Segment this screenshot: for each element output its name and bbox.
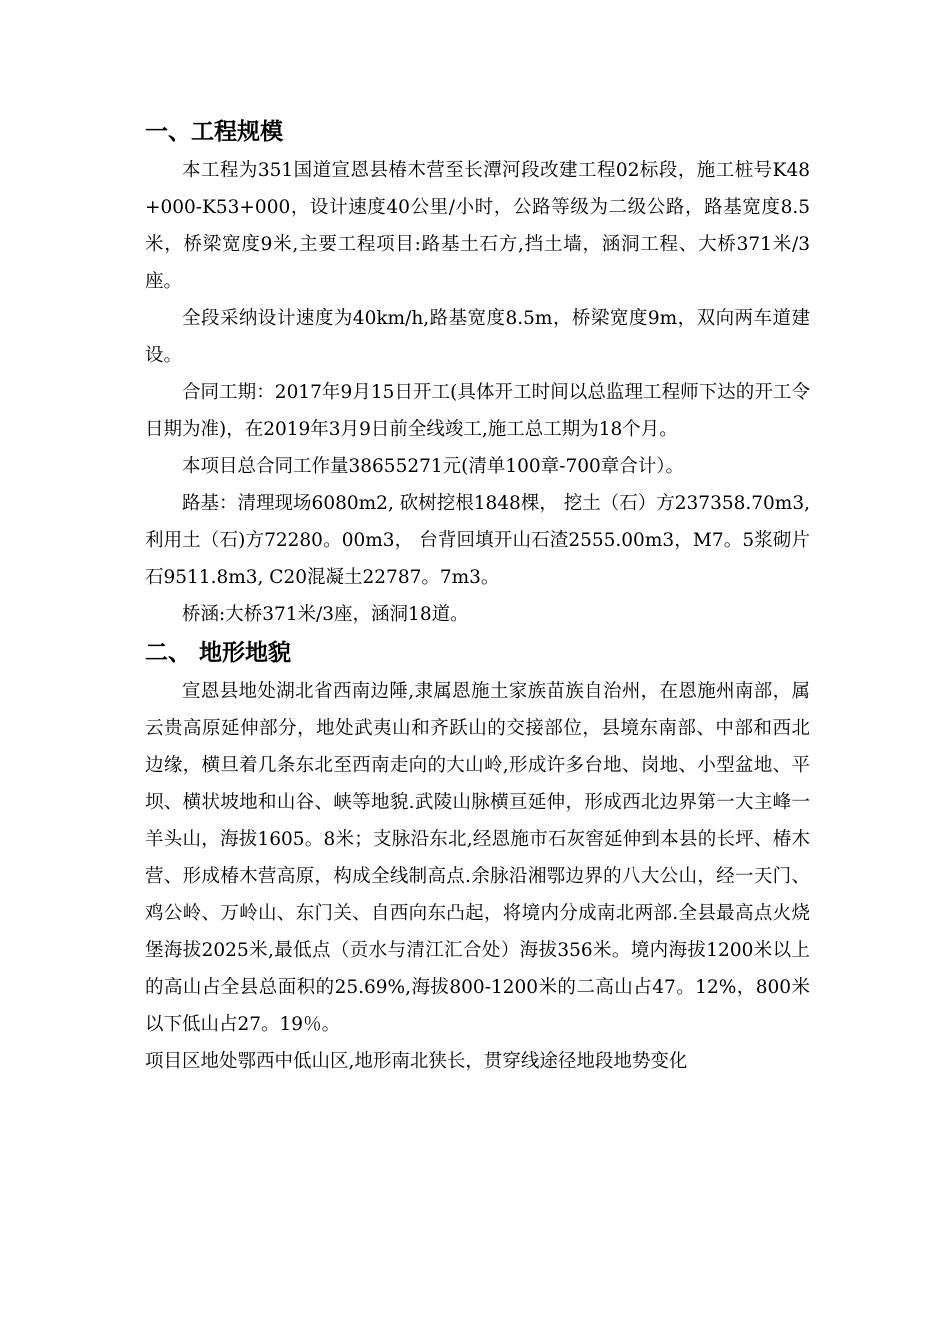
paragraph-project-area: 项目区地处鄂西中低山区,地形南北狭长，贯穿线途径地段地势变化 (145, 1051, 688, 1072)
section-heading-project-scale: 一、工程规模 (145, 119, 283, 145)
document-body (145, 112, 810, 1080)
paragraph-contract-amount: 本项目总合同工作量38655271元(清单100章-700章合计）。 (182, 456, 685, 477)
paragraph-contract-period: 合同工期：2017年9月15日开工(具体开工时间以总监理工程师下达的开工令日期为准)，在2019年3月9日前全线竣工,施工总工期为18个月。 (145, 382, 810, 440)
paragraph-bridges-culverts: 桥涵:大桥371米/3座，涵洞18道。 (182, 604, 469, 625)
paragraph-subgrade-quantities: 路基：清理现场6080m2, 砍树挖根1848棵， 挖土（石）方237358.70m3,利用土（石)方72280。00m3， 台背回填开山石渣2555.00m3，M7。5浆砌片石9511.8m3, C20混凝土22787。7m3。 (145, 493, 810, 588)
paragraph-design-speed: 全段采纳设计速度为40km/h,路基宽度8.5m，桥梁宽度9m，双向两车道建设。 (145, 308, 810, 366)
section-heading-terrain: 二、 地形地貌 (145, 640, 292, 666)
paragraph-terrain-description: 宣恩县地处湖北省西南边陲,隶属恩施土家族苗族自治州，在恩施州南部，属云贵高原延伸部分，地处武夷山和齐跃山的交接部位，县境东南部、中部和西北边缘，横旦着几条东北至西南走向的大山岭,形成许多台地、岗地、小型盆地、平坝、横状坡地和山谷、峡等地貌.武陵山脉横亘延伸，形成西北边界第一大主峰一羊头山，海拔1605。8米；支脉沿东北,经恩施市石灰窖延伸到本县的长坪、椿木营、形成椿木营高原，构成全线制高点.余脉沿湘鄂边界的八大公山，经一天门、鸡公岭、万岭山、东门关、自西向东凸起，将境内分成南北两部.全县最高点火烧堡海拔2025米,最低点（贡水与清江汇合处）海拔356米。境内海拔1200米以上的高山占全县总面积的25.69%,海拔800-1200米的二高山占47。12%，800米以下低山占27。19％。 (145, 681, 810, 1035)
paragraph-project-overview: 本工程为351国道宣恩县椿木营至长潭河段改建工程02标段，施工桩号K48+000-K53+000，设计速度40公里/小时，公路等级为二级公路，路基宽度8.5米，桥梁宽度9米,主要工程项目:路基土石方,挡土墙，涵洞工程、大桥371米/3座。 (145, 160, 810, 292)
